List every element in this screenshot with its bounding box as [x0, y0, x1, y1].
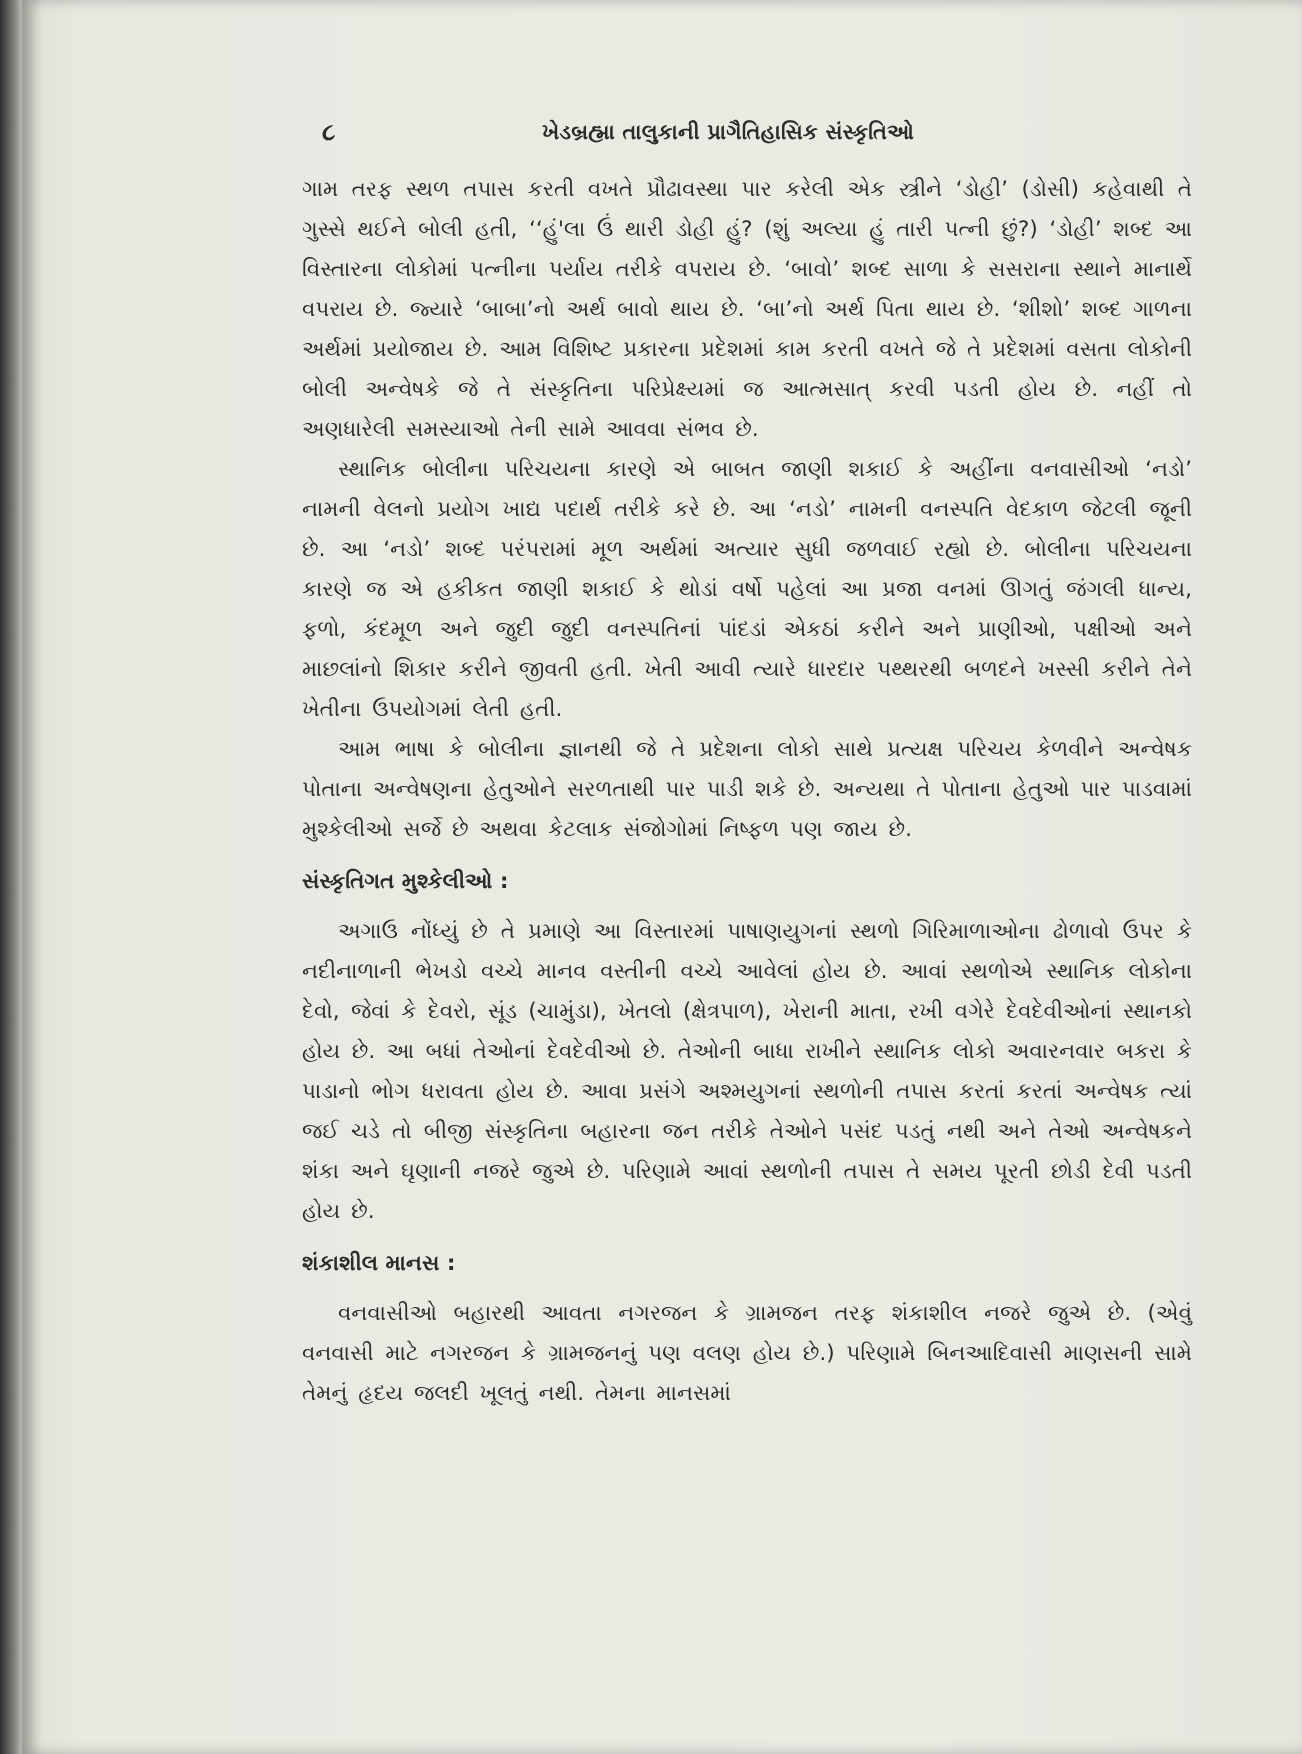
section-heading-cultural-difficulties: સંસ્કૃતિગત મુશ્કેલીઓ :: [302, 869, 509, 894]
paragraph-4: અગાઉ નોંધ્યું છે તે પ્રમાણે આ વિસ્તારમાં પાષાણયુગનાં સ્થળો ગિરિમાળાઓના ઢોળાવો ઉપર કે નદીનાળાની ભેખડો વચ્ચે માનવ વસ્તીની વચ્ચે આવેલાં હોય છે. આવાં સ્થળોએ સ્થાનિક લોકોના દેવો, જેવાં કે દેવરો, સૂંડ (ચામુંડા), ખેતલો (ક્ષેત્રપાળ), ખેરાની માતા, રખી વગેરે દેવદેવીઓનાં સ્થાનકો હોય છે. આ બધાં તેઓનાં દેવદેવીઓ છે. તેઓની બાધા રાખીને સ્થાનિક લોકો અવારનવાર બકરા કે પાડાનો ભોગ ધરાવતા હોય છે. આવા પ્રસંગે અશ્મયુગનાં સ્થળોની તપાસ કરતાં કરતાં અન્વેષક ત્યાં જઈ ચડે તો બીજી સંસ્કૃતિના બહારના જન તરીકે તેઓને પસંદ પડતું નથી અને તેઓ અન્વેષકને શંકા અને ઘૃણાની નજરે જુએ છે. પરિણામે આવાં સ્થળોની તપાસ તે સમય પૂરતી છોડી દેવી પડતી હોય છે.: [302, 919, 1192, 1224]
section-heading-suspicious-mindset: શંકાશીલ માનસ :: [302, 1251, 456, 1276]
paragraph-2: સ્થાનિક બોલીના પરિચયના કારણે એ બાબત જાણી શકાઈ કે અહીંના વનવાસીઓ ‘નડો’ નામની વેલનો પ્રયોગ ખાદ્ય પદાર્થ તરીકે કરે છે. આ ‘નડો’ નામની વનસ્પતિ વેદકાળ જેટલી જૂની છે. આ ‘નડો’ શબ્દ પરંપરામાં મૂળ અર્થમાં અત્યાર સુધી જળવાઈ રહ્યો છે. બોલીના પરિચયના કારણે જ એ હકીકત જાણી શકાઈ કે થોડાં વર્ષો પહેલાં આ પ્રજા વનમાં ઊગતું જંગલી ધાન્ય, ફળો, કંદમૂળ અને જુદી જુદી વનસ્પતિનાં પાંદડાં એકઠાં કરીને અને પ્રાણીઓ, પક્ષીઓ અને માછલાંનો શિકાર કરીને જીવતી હતી. ખેતી આવી ત્યારે ધારદાર પથ્થરથી બળદને ખસ્સી કરીને તેને ખેતીના ઉપયોગમાં લેતી હતી.: [302, 457, 1192, 722]
page-content: [302, 110, 1192, 1414]
running-title: ખેડબ્રહ્મા તાલુકાની પ્રાગૈતિહાસિક સંસ્કૃતિઓ: [542, 120, 915, 144]
paragraph-1: ગામ તરફ સ્થળ તપાસ કરતી વખતે પ્રૌઢાવસ્થા પાર કરેલી એક સ્ત્રીને ‘ડોહી’ (ડોસી) કહેવાથી તે ગુસ્સે થઈને બોલી હતી, ‘‘હું'લા ઉં થારી ડોહી હું? (શું અલ્યા હું તારી પત્ની છું?) ‘ડોહી’ શબ્દ આ વિસ્તારના લોકોમાં પત્નીના પર્યાય તરીકે વપરાય છે. ‘બાવો’ શબ્દ સાળા કે સસરાના સ્થાને માનાર્થે વપરાય છે. જ્યારે ‘બાબા’નો અર્થ બાવો થાય છે. ‘બા’નો અર્થ પિતા થાય છે. ‘શીશો’ શબ્દ ગાળના અર્થમાં પ્રયોજાય છે. આમ વિશિષ્ટ પ્રકારના પ્રદેશમાં કામ કરતી વખતે જે તે પ્રદેશમાં વસતા લોકોની બોલી અન્વેષકે જે તે સંસ્કૃતિના પરિપ્રેક્ષ્યમાં જ આત્મસાત્ કરવી પડતી હોય છે. નહીં તો અણધારેલી સમસ્યાઓ તેની સામે આવવા સંભવ છે.: [302, 177, 1192, 442]
paragraph-5: વનવાસીઓ બહારથી આવતા નગરજન કે ગ્રામજન તરફ શંકાશીલ નજરે જુએ છે. (એવું વનવાસી માટે નગરજન કે ગ્રામજનનું પણ વલણ હોય છે.) પરિણામે બિનઆદિવાસી માણસની સામે તેમનું હૃદય જલદી ખૂલતું નથી. તેમના માનસમાં: [302, 1301, 1192, 1406]
page-header: [302, 110, 1192, 170]
paragraph-3: આમ ભાષા કે બોલીના જ્ઞાનથી જે તે પ્રદેશના લોકો સાથે પ્રત્યક્ષ પરિચય કેળવીને અન્વેષક પોતાના અન્વેષણના હેતુઓને સરળતાથી પાર પાડી શકે છે. અન્યથા તે પોતાના હેતુઓ પાર પાડવામાં મુશ્કેલીઓ સર્જે છે અથવા કેટલાક સંજોગોમાં નિષ્ફળ પણ જાય છે.: [302, 737, 1192, 842]
book-page: [22, 0, 1302, 1754]
book-spine-edge: [0, 0, 22, 1754]
page-number: ૮: [322, 118, 336, 146]
